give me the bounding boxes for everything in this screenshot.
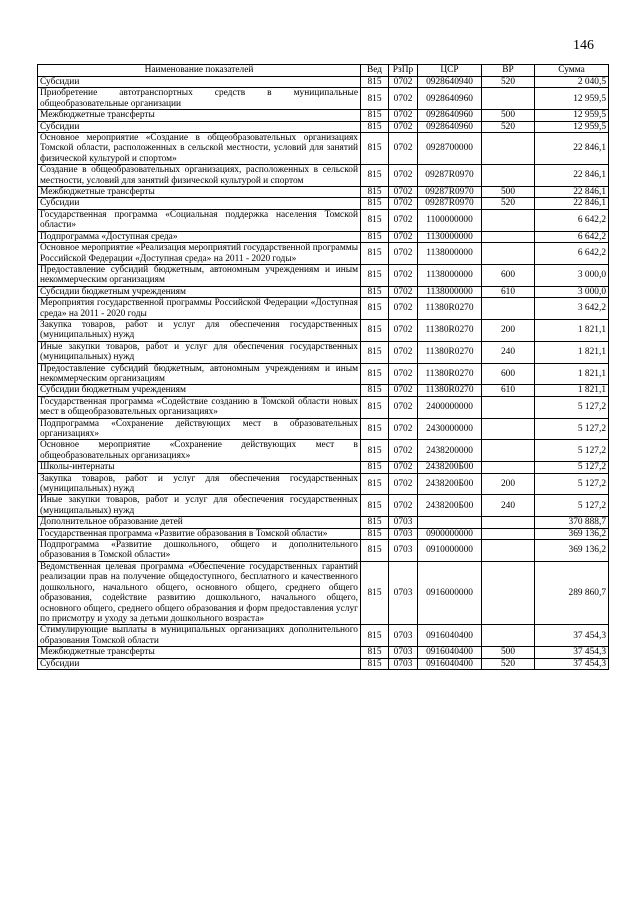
row-csr-cell: 1138000000 [418, 264, 482, 286]
row-rzpr-cell: 0703 [389, 540, 418, 562]
row-ved-cell: 815 [361, 658, 389, 669]
row-name-cell: Субсидии [38, 121, 361, 132]
row-sum-cell: 22 846,1 [535, 133, 609, 165]
row-rzpr-cell: 0702 [389, 473, 418, 495]
row-ved-cell: 815 [361, 462, 389, 473]
row-vr-cell [482, 133, 535, 165]
row-vr-cell: 610 [482, 286, 535, 297]
row-sum-cell: 22 846,1 [535, 198, 609, 209]
table-row [38, 625, 609, 647]
row-name-cell: Создание в общеобразовательных организациях, расположенных в сельской местности, условий для занятий физической культурой и спортом [38, 165, 361, 187]
table-body [38, 77, 609, 670]
row-ved-cell: 815 [361, 517, 389, 528]
table-row [38, 286, 609, 297]
table-row [38, 133, 609, 165]
row-name-cell: Закупка товаров, работ и услуг для обеспечения государственных (муниципальных) нужд [38, 319, 361, 341]
row-csr-cell: 09287R0970 [418, 165, 482, 187]
row-ved-cell: 815 [361, 88, 389, 110]
row-rzpr-cell: 0702 [389, 264, 418, 286]
budget-table [37, 64, 609, 670]
row-name-cell: Иные закупки товаров, работ и услуг для обеспечения государственных (муниципальных) нужд [38, 341, 361, 363]
row-vr-cell [482, 298, 535, 320]
row-sum-cell: 1 821,1 [535, 363, 609, 385]
table-row [38, 647, 609, 658]
row-name-cell: Государственная программа «Развитие образования в Томской области» [38, 528, 361, 539]
row-csr-cell: 2438200Б00 [418, 462, 482, 473]
row-name-cell: Дополнительное образование детей [38, 517, 361, 528]
row-rzpr-cell: 0702 [389, 187, 418, 198]
row-name-cell: Ведомственная целевая программа «Обеспечение государственных гарантий реализации прав на получение общедоступного, бесплатного и качественного дошкольного, начального общего, основного общего, среднего общего образования, содействие развитию дошкольного, начального общего, основного общего, среднего общего образования и форм предоставления услуг по присмотру и уходу за детьми дошкольного возраста» [38, 561, 361, 624]
row-ved-cell: 815 [361, 440, 389, 462]
row-ved-cell: 815 [361, 625, 389, 647]
row-sum-cell: 5 127,2 [535, 462, 609, 473]
page-number: 146 [573, 38, 594, 53]
table-row [38, 341, 609, 363]
row-sum-cell: 6 642,2 [535, 231, 609, 242]
row-name-cell: Межбюджетные трансферты [38, 110, 361, 121]
row-sum-cell: 289 860,7 [535, 561, 609, 624]
row-rzpr-cell: 0702 [389, 298, 418, 320]
table-row [38, 658, 609, 669]
row-rzpr-cell: 0702 [389, 231, 418, 242]
table-row [38, 165, 609, 187]
table-row [38, 209, 609, 231]
table-row [38, 110, 609, 121]
row-vr-cell [482, 231, 535, 242]
row-ved-cell: 815 [361, 298, 389, 320]
row-name-cell: Субсидии [38, 658, 361, 669]
row-vr-cell [482, 528, 535, 539]
row-csr-cell: 11380R0270 [418, 298, 482, 320]
row-vr-cell: 200 [482, 319, 535, 341]
row-name-cell: Субсидии бюджетным учреждениям [38, 286, 361, 297]
row-csr-cell: 0900000000 [418, 528, 482, 539]
row-csr-cell: 1138000000 [418, 286, 482, 297]
row-vr-cell [482, 625, 535, 647]
row-vr-cell [482, 243, 535, 265]
row-csr-cell: 11380R0270 [418, 319, 482, 341]
row-name-cell: Субсидии бюджетным учреждениям [38, 385, 361, 396]
table-header-row [38, 65, 609, 77]
row-name-cell: Школы-интернаты [38, 462, 361, 473]
table-row [38, 462, 609, 473]
row-name-cell: Подпрограмма «Сохранение действующих мест в образовательных организациях» [38, 418, 361, 440]
row-csr-cell: 11380R0270 [418, 363, 482, 385]
row-sum-cell: 5 127,2 [535, 495, 609, 517]
row-ved-cell: 815 [361, 110, 389, 121]
table-row [38, 540, 609, 562]
row-sum-cell: 12 959,5 [535, 121, 609, 132]
row-sum-cell: 5 127,2 [535, 473, 609, 495]
row-vr-cell: 600 [482, 264, 535, 286]
row-csr-cell: 0916040400 [418, 647, 482, 658]
row-sum-cell: 37 454,3 [535, 658, 609, 669]
row-sum-cell: 5 127,2 [535, 440, 609, 462]
row-rzpr-cell: 0703 [389, 658, 418, 669]
row-rzpr-cell: 0702 [389, 440, 418, 462]
row-csr-cell: 2438200000 [418, 440, 482, 462]
row-vr-cell [482, 209, 535, 231]
row-rzpr-cell: 0703 [389, 528, 418, 539]
row-rzpr-cell: 0702 [389, 462, 418, 473]
row-rzpr-cell: 0702 [389, 209, 418, 231]
row-vr-cell [482, 165, 535, 187]
row-csr-cell: 1100000000 [418, 209, 482, 231]
row-sum-cell: 3 000,0 [535, 286, 609, 297]
table-row [38, 473, 609, 495]
row-name-cell: Межбюджетные трансферты [38, 187, 361, 198]
row-name-cell: Предоставление субсидий бюджетным, автономным учреждениям и иным некоммерческим организациям [38, 264, 361, 286]
table-row [38, 88, 609, 110]
row-csr-cell: 0916040400 [418, 625, 482, 647]
row-rzpr-cell: 0703 [389, 647, 418, 658]
table-row [38, 517, 609, 528]
row-vr-cell: 200 [482, 473, 535, 495]
row-vr-cell: 500 [482, 187, 535, 198]
row-csr-cell [418, 517, 482, 528]
header-sum: Сумма [535, 65, 609, 77]
row-ved-cell: 815 [361, 209, 389, 231]
row-sum-cell: 369 136,2 [535, 540, 609, 562]
row-csr-cell: 0928640960 [418, 121, 482, 132]
row-csr-cell: 09287R0970 [418, 198, 482, 209]
row-name-cell: Иные закупки товаров, работ и услуг для обеспечения государственных (муниципальных) нужд [38, 495, 361, 517]
row-sum-cell: 22 846,1 [535, 187, 609, 198]
row-ved-cell: 815 [361, 77, 389, 88]
row-sum-cell: 369 136,2 [535, 528, 609, 539]
row-ved-cell: 815 [361, 385, 389, 396]
row-rzpr-cell: 0702 [389, 165, 418, 187]
table-row [38, 396, 609, 418]
row-vr-cell: 600 [482, 363, 535, 385]
table-row [38, 198, 609, 209]
row-ved-cell: 815 [361, 363, 389, 385]
row-csr-cell: 0928640960 [418, 110, 482, 121]
row-name-cell: Закупка товаров, работ и услуг для обеспечения государственных (муниципальных) нужд [38, 473, 361, 495]
row-sum-cell: 1 821,1 [535, 319, 609, 341]
row-rzpr-cell: 0702 [389, 418, 418, 440]
row-rzpr-cell: 0703 [389, 561, 418, 624]
row-ved-cell: 815 [361, 133, 389, 165]
table-row [38, 385, 609, 396]
row-sum-cell: 22 846,1 [535, 165, 609, 187]
row-ved-cell: 815 [361, 319, 389, 341]
row-rzpr-cell: 0702 [389, 495, 418, 517]
table-row [38, 418, 609, 440]
table-row [38, 121, 609, 132]
table-row [38, 243, 609, 265]
row-ved-cell: 815 [361, 121, 389, 132]
header-vr: ВР [482, 65, 535, 77]
row-vr-cell: 240 [482, 341, 535, 363]
row-rzpr-cell: 0702 [389, 319, 418, 341]
row-sum-cell: 1 821,1 [535, 341, 609, 363]
row-name-cell: Межбюджетные трансферты [38, 647, 361, 658]
row-rzpr-cell: 0702 [389, 243, 418, 265]
row-ved-cell: 815 [361, 187, 389, 198]
row-ved-cell: 815 [361, 264, 389, 286]
row-vr-cell: 610 [482, 385, 535, 396]
row-rzpr-cell: 0702 [389, 198, 418, 209]
row-name-cell: Субсидии [38, 77, 361, 88]
row-ved-cell: 815 [361, 286, 389, 297]
table-row [38, 187, 609, 198]
table-row [38, 440, 609, 462]
row-sum-cell: 37 454,3 [535, 625, 609, 647]
row-name-cell: Государственная программа «Социальная поддержка населения Томской области» [38, 209, 361, 231]
row-sum-cell: 5 127,2 [535, 418, 609, 440]
row-ved-cell: 815 [361, 495, 389, 517]
row-ved-cell: 815 [361, 528, 389, 539]
table-row [38, 528, 609, 539]
row-ved-cell: 815 [361, 243, 389, 265]
row-vr-cell [482, 396, 535, 418]
row-vr-cell: 500 [482, 647, 535, 658]
row-vr-cell [482, 561, 535, 624]
row-csr-cell: 0910000000 [418, 540, 482, 562]
row-csr-cell: 11380R0270 [418, 341, 482, 363]
row-ved-cell: 815 [361, 341, 389, 363]
row-csr-cell: 0928640960 [418, 88, 482, 110]
row-name-cell: Подпрограмма «Развитие дошкольного, общего и дополнительного образования в Томской области» [38, 540, 361, 562]
row-vr-cell: 520 [482, 121, 535, 132]
row-name-cell: Государственная программа «Содействие созданию в Томской области новых мест в общеобразовательных организациях» [38, 396, 361, 418]
row-rzpr-cell: 0702 [389, 341, 418, 363]
row-name-cell: Основное мероприятие «Создание в общеобразовательных организациях Томской области, расположенных в сельской местности, условий для занятий физической культурой и спортом» [38, 133, 361, 165]
table-row [38, 231, 609, 242]
row-csr-cell: 0916040400 [418, 658, 482, 669]
row-rzpr-cell: 0702 [389, 88, 418, 110]
row-name-cell: Подпрограмма «Доступная среда» [38, 231, 361, 242]
row-name-cell: Основное мероприятие «Сохранение действующих мест в общеобразовательных организациях» [38, 440, 361, 462]
row-sum-cell: 370 888,7 [535, 517, 609, 528]
row-sum-cell: 6 642,2 [535, 209, 609, 231]
row-vr-cell [482, 418, 535, 440]
header-name: Наименование показателей [38, 65, 361, 77]
row-vr-cell [482, 517, 535, 528]
table-row [38, 264, 609, 286]
row-sum-cell: 1 821,1 [535, 385, 609, 396]
row-vr-cell [482, 440, 535, 462]
row-name-cell: Стимулирующие выплаты в муниципальных организациях дополнительного образования Томской области [38, 625, 361, 647]
row-sum-cell: 37 454,3 [535, 647, 609, 658]
row-rzpr-cell: 0702 [389, 77, 418, 88]
row-vr-cell: 240 [482, 495, 535, 517]
table-row [38, 319, 609, 341]
row-rzpr-cell: 0702 [389, 385, 418, 396]
row-csr-cell: 0928640940 [418, 77, 482, 88]
row-vr-cell [482, 88, 535, 110]
row-ved-cell: 815 [361, 540, 389, 562]
table-row [38, 298, 609, 320]
row-ved-cell: 815 [361, 647, 389, 658]
header-csr: ЦСР [418, 65, 482, 77]
row-name-cell: Предоставление субсидий бюджетным, автономным учреждениям и иным некоммерческим организациям [38, 363, 361, 385]
row-name-cell: Основное мероприятие «Реализация мероприятий государственной программы Российской Федерации «Доступная среда» на 2011 - 2020 годы» [38, 243, 361, 265]
row-rzpr-cell: 0702 [389, 110, 418, 121]
row-rzpr-cell: 0702 [389, 133, 418, 165]
row-rzpr-cell: 0702 [389, 286, 418, 297]
row-csr-cell: 2430000000 [418, 418, 482, 440]
header-ved: Вед [361, 65, 389, 77]
row-csr-cell: 2438200Б00 [418, 473, 482, 495]
row-vr-cell: 520 [482, 77, 535, 88]
row-csr-cell: 2438200Б00 [418, 495, 482, 517]
table-row [38, 495, 609, 517]
row-vr-cell: 520 [482, 198, 535, 209]
row-sum-cell: 3 642,2 [535, 298, 609, 320]
row-ved-cell: 815 [361, 561, 389, 624]
row-name-cell: Приобретение автотранспортных средств в муниципальные общеобразовательные организации [38, 88, 361, 110]
header-rzpr: РзПр [389, 65, 418, 77]
table-row [38, 561, 609, 624]
row-vr-cell [482, 540, 535, 562]
row-sum-cell: 12 959,5 [535, 110, 609, 121]
row-csr-cell: 0928700000 [418, 133, 482, 165]
row-rzpr-cell: 0703 [389, 517, 418, 528]
row-rzpr-cell: 0702 [389, 121, 418, 132]
row-csr-cell: 1130000000 [418, 231, 482, 242]
row-ved-cell: 815 [361, 418, 389, 440]
row-name-cell: Субсидии [38, 198, 361, 209]
row-sum-cell: 12 959,5 [535, 88, 609, 110]
row-csr-cell: 0916000000 [418, 561, 482, 624]
row-ved-cell: 815 [361, 231, 389, 242]
row-csr-cell: 2400000000 [418, 396, 482, 418]
row-csr-cell: 1138000000 [418, 243, 482, 265]
table-row [38, 77, 609, 88]
row-csr-cell: 09287R0970 [418, 187, 482, 198]
row-csr-cell: 11380R0270 [418, 385, 482, 396]
row-ved-cell: 815 [361, 396, 389, 418]
row-sum-cell: 2 040,5 [535, 77, 609, 88]
row-rzpr-cell: 0703 [389, 625, 418, 647]
table-row [38, 363, 609, 385]
row-sum-cell: 6 642,2 [535, 243, 609, 265]
row-rzpr-cell: 0702 [389, 363, 418, 385]
row-ved-cell: 815 [361, 165, 389, 187]
row-vr-cell [482, 462, 535, 473]
row-ved-cell: 815 [361, 198, 389, 209]
row-rzpr-cell: 0702 [389, 396, 418, 418]
row-sum-cell: 5 127,2 [535, 396, 609, 418]
row-vr-cell: 500 [482, 110, 535, 121]
row-name-cell: Мероприятия государственной программы Российской Федерации «Доступная среда» на 2011 - 2020 годы [38, 298, 361, 320]
row-ved-cell: 815 [361, 473, 389, 495]
row-vr-cell: 520 [482, 658, 535, 669]
row-sum-cell: 3 000,0 [535, 264, 609, 286]
